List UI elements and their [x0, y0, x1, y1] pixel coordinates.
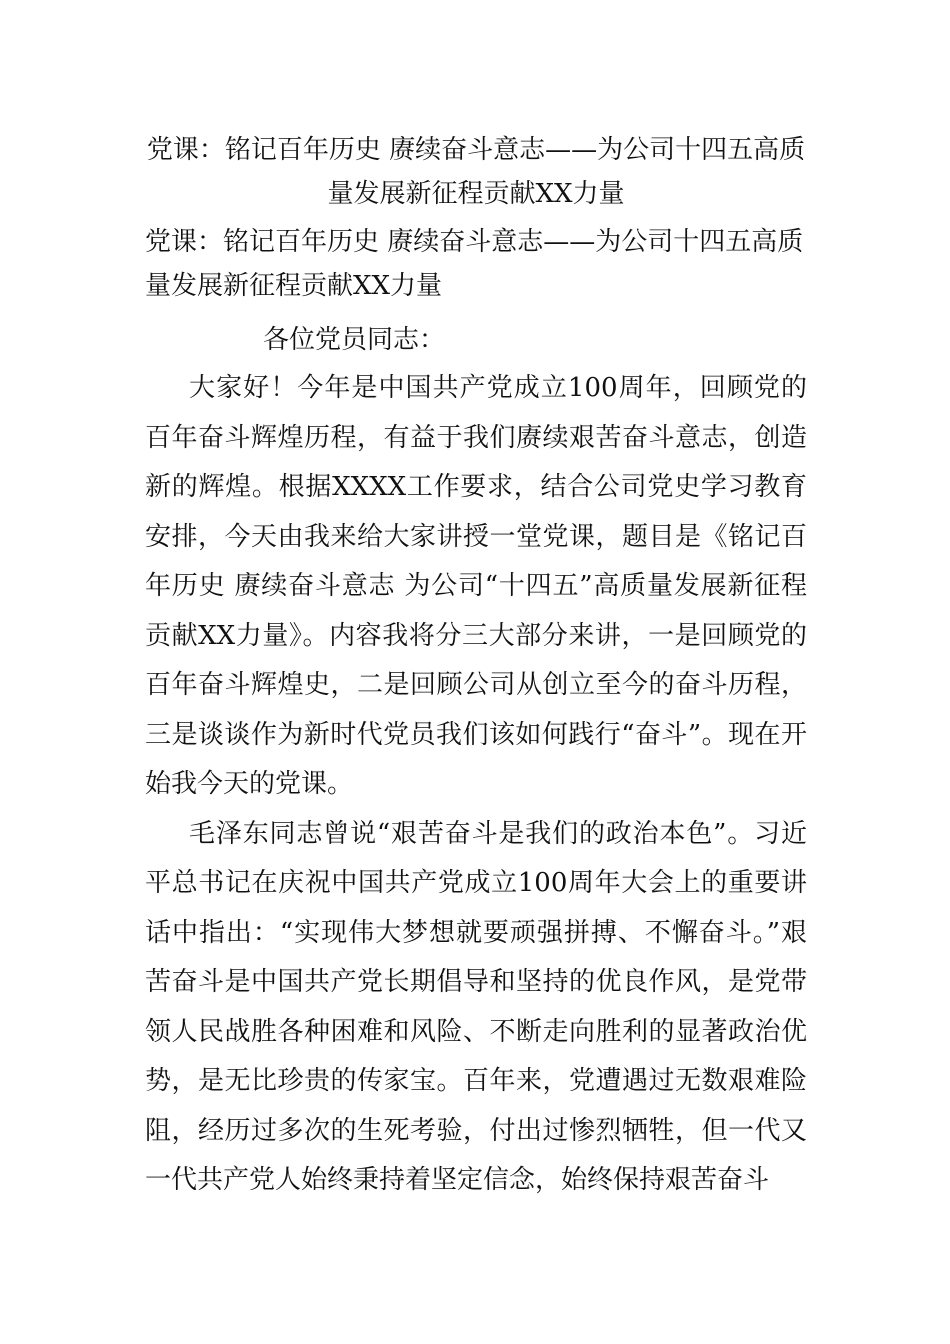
salutation: 各位党员同志：	[263, 325, 446, 355]
document-title: 党课：铭记百年历史 赓续奋斗意志——为公司十四五高质量发展新征程贡献XX力量	[146, 135, 806, 209]
document-page	[145, 128, 807, 1206]
document-heading-repeat: 党课：铭记百年历史 赓续奋斗意志——为公司十四五高质量发展新征程贡献XX力量	[145, 227, 804, 301]
body-paragraph-2: 毛泽东同志曾说“艰苦奋斗是我们的政治本色”。习近平总书记在庆祝中国共产党成立100周年大会上的重要讲话中指出：“实现伟大梦想就要顽强拼搏、不懈奋斗。”艰苦奋斗是中国共产党长期倡导和坚持的优良作风，是党带领人民战胜各种困难和风险、不断走向胜利的显著政治优势，是无比珍贵的传家宝。百年来，党遭遇过无数艰难险阻，经历过多次的生死考验，付出过惨烈牺牲，但一代又一代共产党人始终秉持着坚定信念，始终保持艰苦奋斗	[145, 818, 807, 1195]
body-paragraph-1: 大家好！今年是中国共产党成立100周年，回顾党的百年奋斗辉煌历程，有益于我们赓续艰苦奋斗意志，创造新的辉煌。根据XXXX工作要求，结合公司党史学习教育安排，今天由我来给大家讲授一堂党课，题目是《铭记百年历史 赓续奋斗意志 为公司“十四五”高质量发展新征程贡献XX力量》。内容我将分三大部分来讲，一是回顾党的百年奋斗辉煌史，二是回顾公司从创立至今的奋斗历程，三是谈谈作为新时代党员我们该如何践行“奋斗”。现在开始我今天的党课。	[145, 373, 807, 799]
